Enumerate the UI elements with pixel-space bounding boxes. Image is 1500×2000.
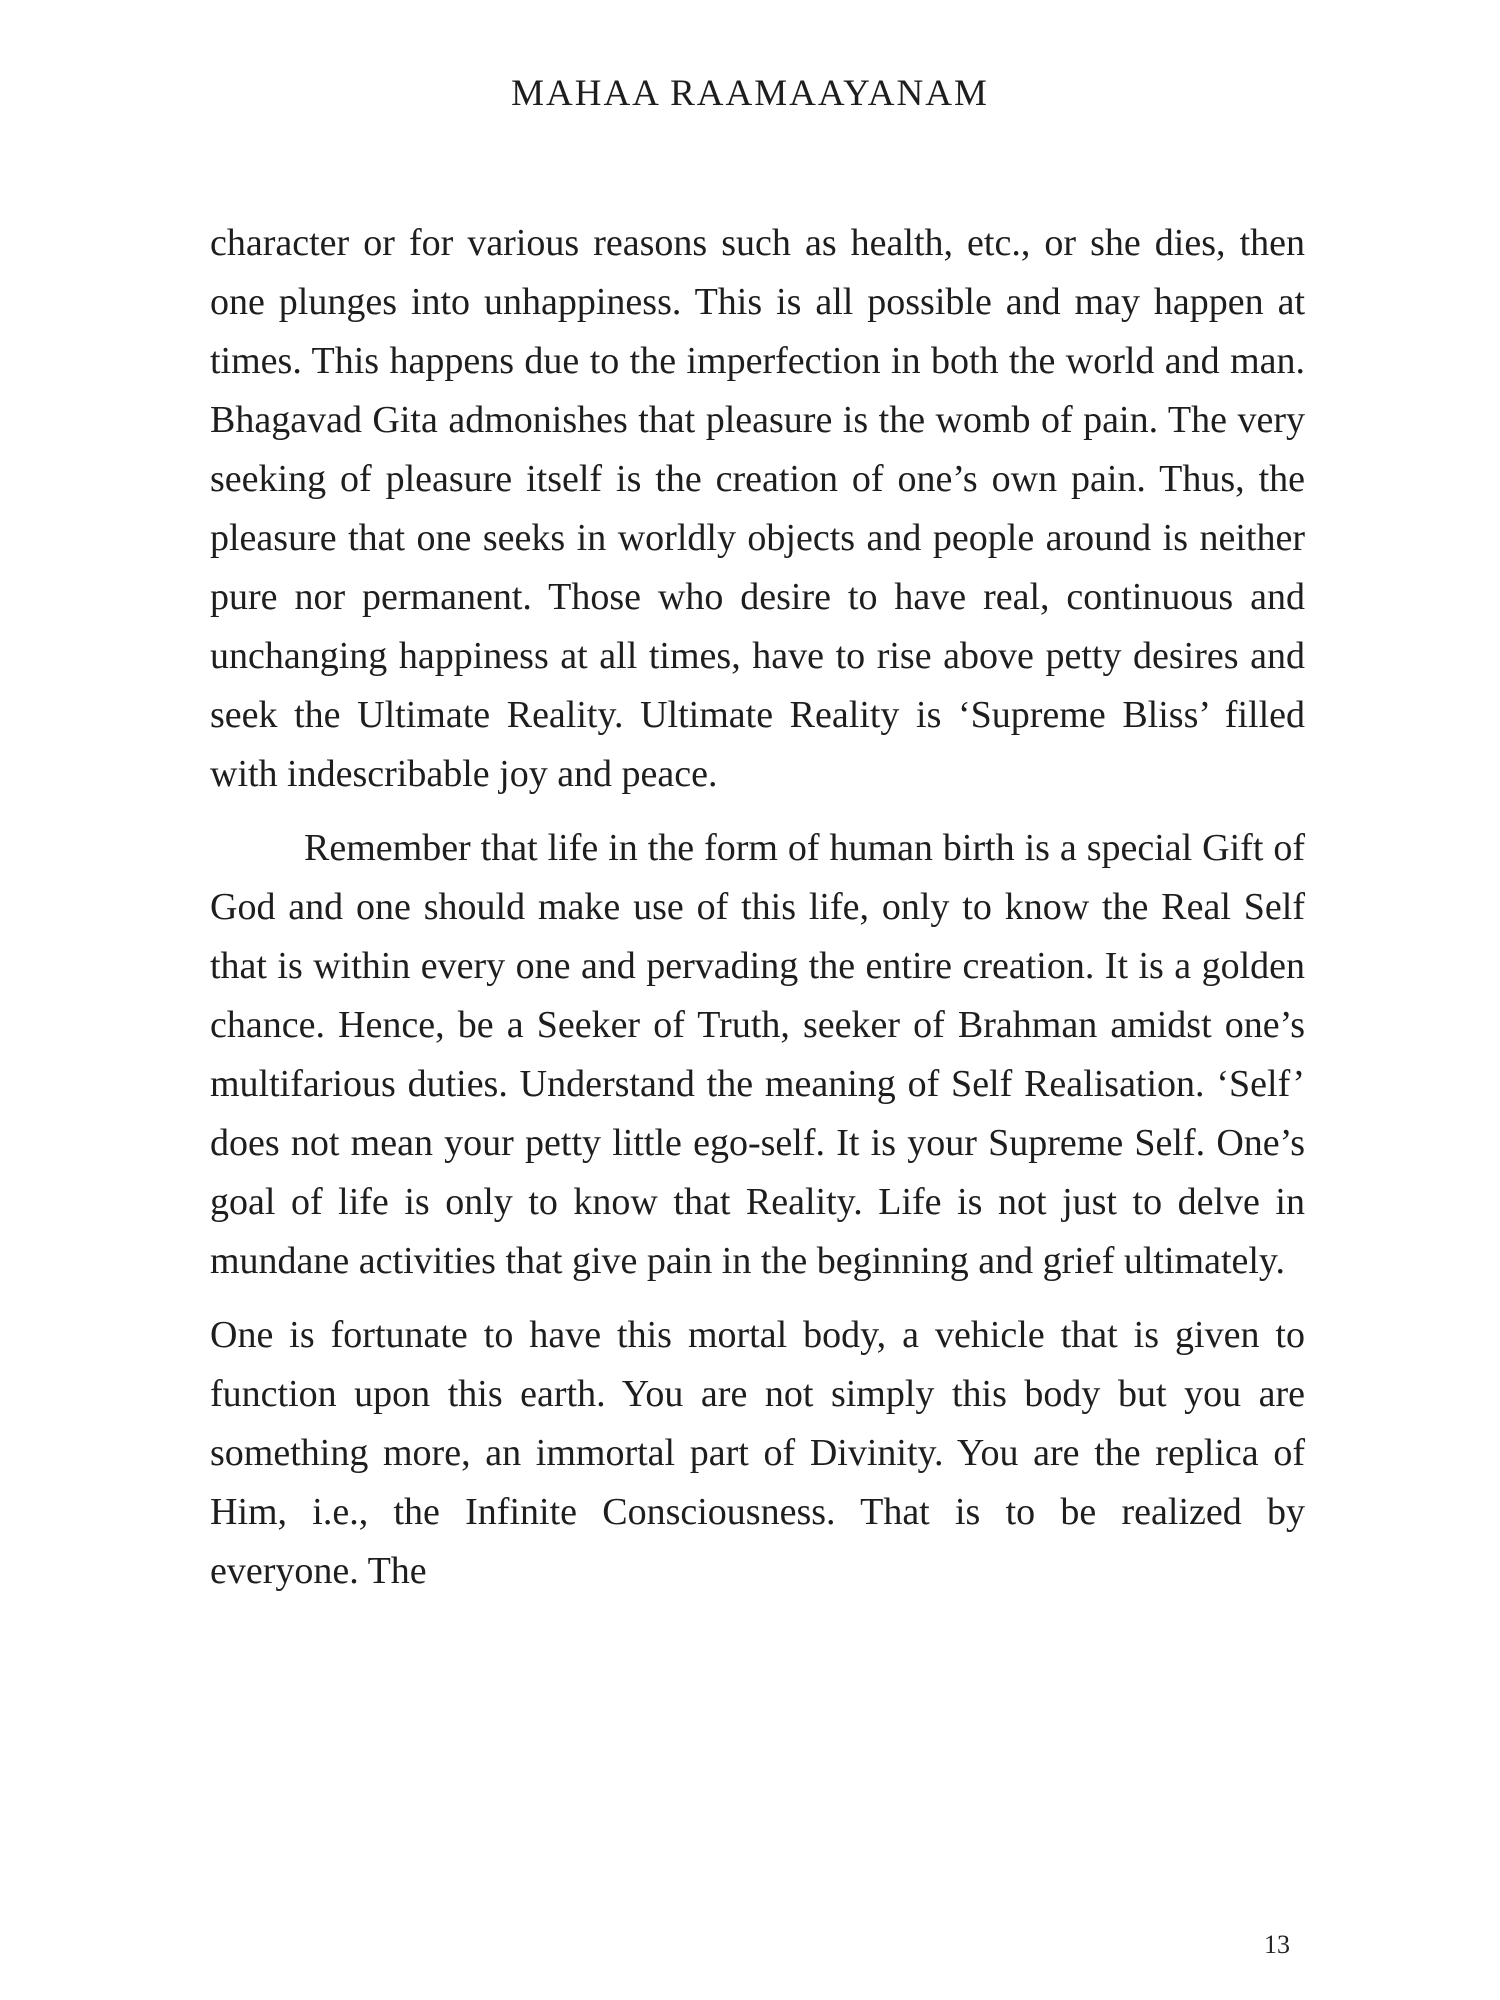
body-text (210, 214, 1305, 1601)
paragraph-3: One is fortunate to have this mortal body, a vehicle that is given to function upon this earth. You are not simply this body but you are something more, an immortal part of Divinity. You are the replica of Him, i.e., the Infinite Consciousness. That is to be realized by everyone. The (210, 1314, 1305, 1592)
paragraph-2: Remember that life in the form of human birth is a special Gift of God and one should make use of this life, only to know the Real Self that is within every one and pervading the entire creation. It is a golden chance. Hence, be a Seeker of Truth, seeker of Brahman amidst one’s multifarious duties. Understand the meaning of Self Realisation. ‘Self’ does not mean your petty little ego-self. It is your Supreme Self. One’s goal of life is only to know that Reality. Life is not just to delve in mundane activities that give pain in the beginning and grief ultimately. (210, 827, 1305, 1282)
paragraph-1: character or for various reasons such as health, etc., or she dies, then one plunges into unhappiness. This is all possible and may happen at times. This happens due to the imperfection in both the world and man. Bhagavad Gita admonishes that pleasure is the womb of pain. The very seeking of pleasure itself is the creation of one’s own pain. Thus, the pleasure that one seeks in worldly objects and people around is neither pure nor permanent. Those who desire to have real, continuous and unchanging happiness at all times, have to rise above petty desires and seek the Ultimate Reality. Ultimate Reality is ‘Supreme Bliss’ filled with indescribable joy and peace. (210, 222, 1305, 795)
running-title: MAHAA RAAMAAYANAM (511, 73, 989, 114)
page-number: 13 (1264, 1930, 1290, 1959)
